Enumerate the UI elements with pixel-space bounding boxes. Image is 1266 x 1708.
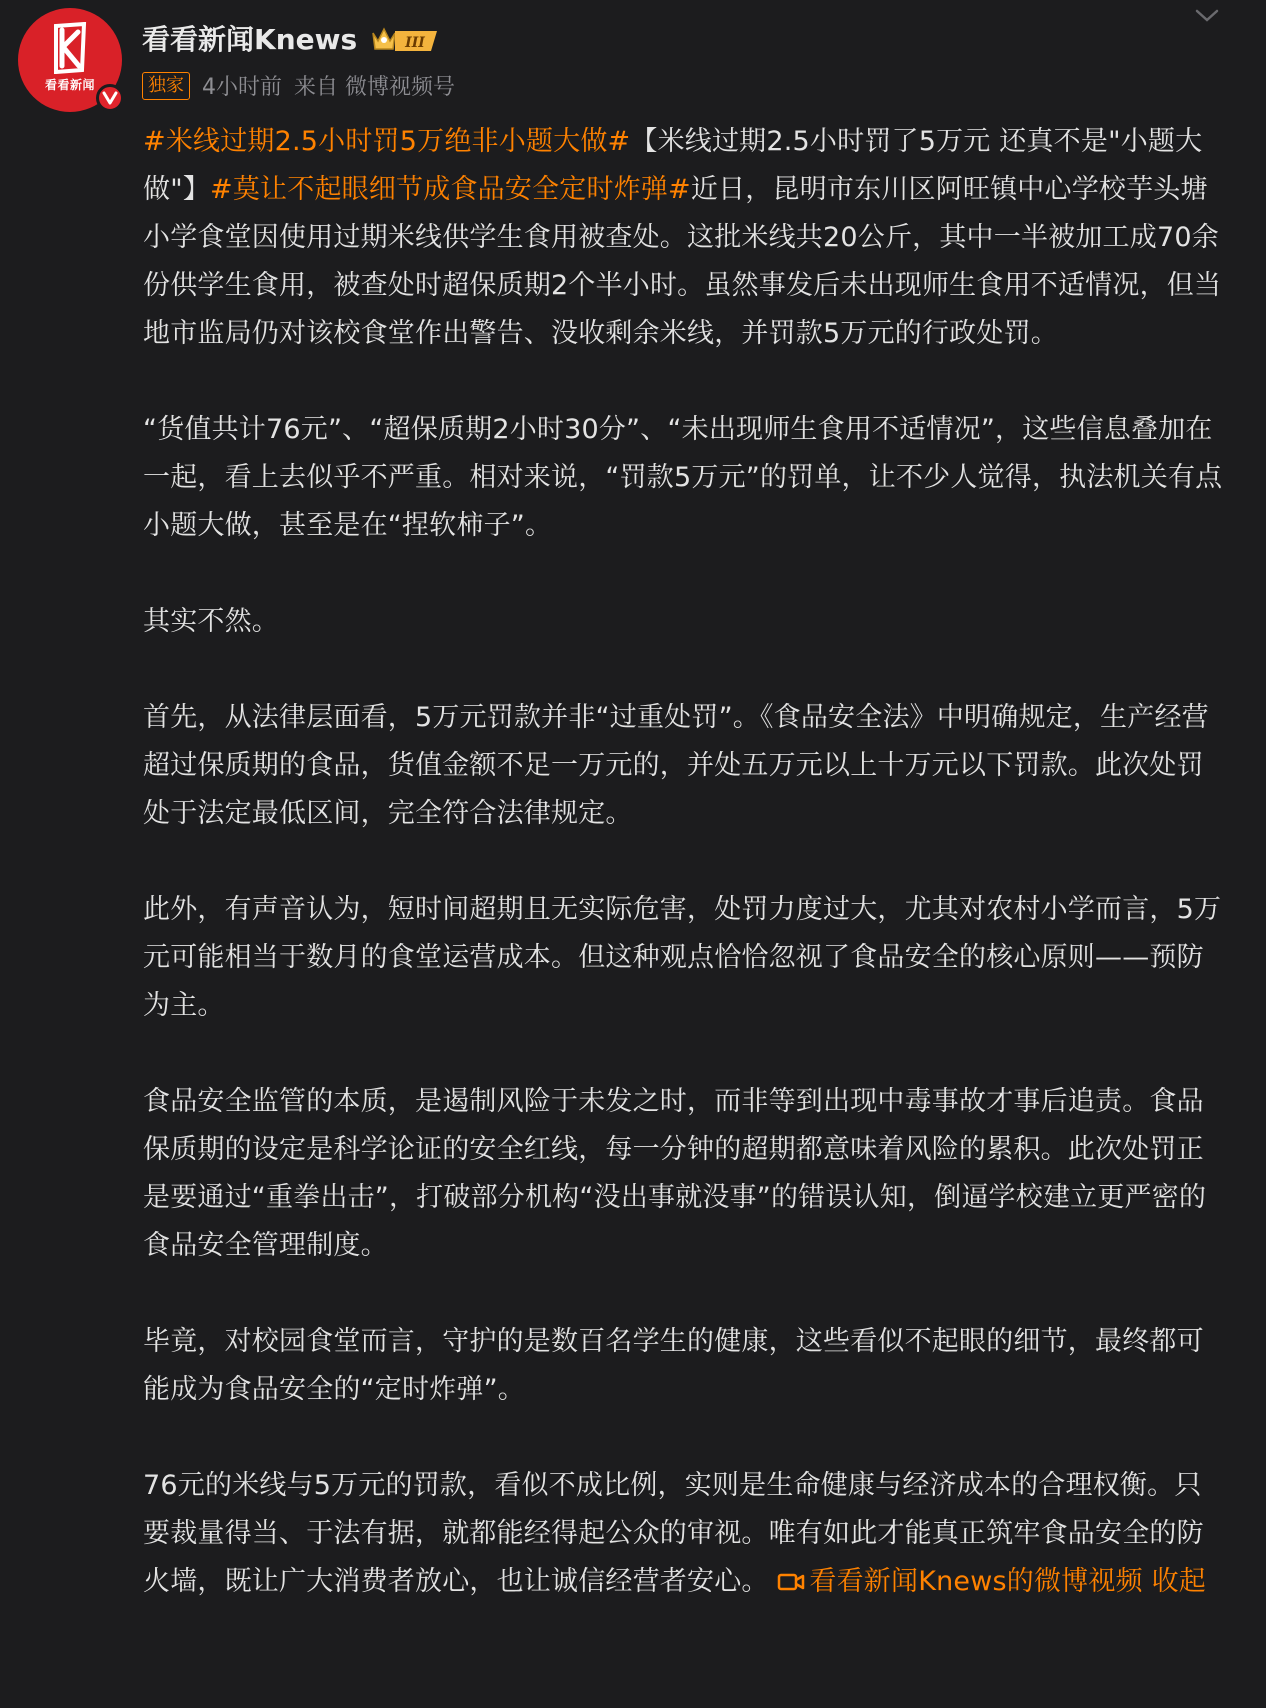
exclusive-tag: 独家 [142, 72, 190, 100]
paragraph-5: 此外，有声音认为，短时间超期且无实际危害，处罚力度过大，尤其对农村小学而言，5万元可能相当于数月的食堂运营成本。但这种观点恰恰忽视了食品安全的核心原则——预防为主。 [143, 894, 1222, 1021]
chevron-down-icon[interactable] [1194, 6, 1220, 26]
video-link[interactable] [777, 1566, 1142, 1597]
collapse-button[interactable]: 收起 [1151, 1566, 1206, 1597]
paragraph-7: 毕竟，对校园食堂而言，守护的是数百名学生的健康，这些看似不起眼的细节，最终都可能成为食品安全的“定时炸弹”。 [143, 1326, 1204, 1405]
paragraph-3: 其实不然。 [143, 606, 279, 637]
paragraph-1 [143, 118, 1225, 358]
post-content [143, 118, 1225, 1606]
account-name[interactable]: 看看新闻Knews [142, 23, 358, 56]
post-title-text: 【米线过期2.5小时罚了5万元 还真不是"小题大做"】 [143, 126, 1203, 205]
post-source[interactable]: 来自 微博视频号 [294, 75, 455, 100]
paragraph-4: 首先，从法律层面看，5万元罚款并非“过重处罚”。《食品安全法》中明确规定，生产经营超过保质期的食品，货值金额不足一万元的，并处五万元以上十万元以下罚款。此次处罚处于法定最低区间，完全符合法律规定。 [143, 702, 1209, 829]
post-time: 4小时前 [202, 75, 282, 100]
topic-link-2[interactable]: #莫让不起眼细节成食品安全定时炸弹# [210, 174, 691, 205]
paragraph-2: “货值共计76元”、“超保质期2小时30分”、“未出现师生食用不适情况”，这些信息叠加在一起，看上去似乎不严重。相对来说，“罚款5万元”的罚单，让不少人觉得，执法机关有点小题大做，甚至是在“捏软柿子”。 [143, 414, 1223, 541]
video-link-label: 看看新闻Knews的微博视频 [809, 1566, 1143, 1597]
level-badge-text: III [405, 35, 425, 51]
paragraph-8-body: 76元的米线与5万元的罚款，看似不成比例，实则是生命健康与经济成本的合理权衡。只要裁量得当、于法有据，就都能经得起公众的审视。唯有如此才能真正筑牢食品安全的防火墙，既让广大消费者放心，也让诚信经营者安心。 [143, 1470, 1204, 1597]
level-badge[interactable] [369, 24, 441, 52]
paragraph-6: 食品安全监管的本质，是遏制风险于未发之时，而非等到出现中毒事故才事后追责。食品保质期的设定是科学论证的安全红线，每一分钟的超期都意味着风险的累积。此次处罚正是要通过“重拳出击”，打破部分机构“没出事就没事”的错误认知，倒逼学校建立更严密的食品安全管理制度。 [143, 1086, 1207, 1261]
paragraph-8 [143, 1462, 1225, 1606]
crown-icon [369, 23, 441, 53]
paragraph-1-body: 近日，昆明市东川区阿旺镇中心学校芋头塘小学食堂因使用过期米线供学生食用被查处。这批米线共20公斤，其中一半被加工成70余份供学生食用，被查处时超保质期2个半小时。虽然事发后未出现师生食用不适情况，但当地市监局仍对该校食堂作出警告、没收剩余米线，并罚款5万元的行政处罚。 [143, 174, 1222, 349]
knews-logo-icon [46, 22, 94, 74]
avatar-logo-text: 看看新闻 [44, 77, 95, 92]
verified-icon [96, 84, 124, 112]
video-icon [777, 1571, 805, 1593]
topic-link-1[interactable]: #米线过期2.5小时罚5万绝非小题大做# [143, 126, 631, 157]
